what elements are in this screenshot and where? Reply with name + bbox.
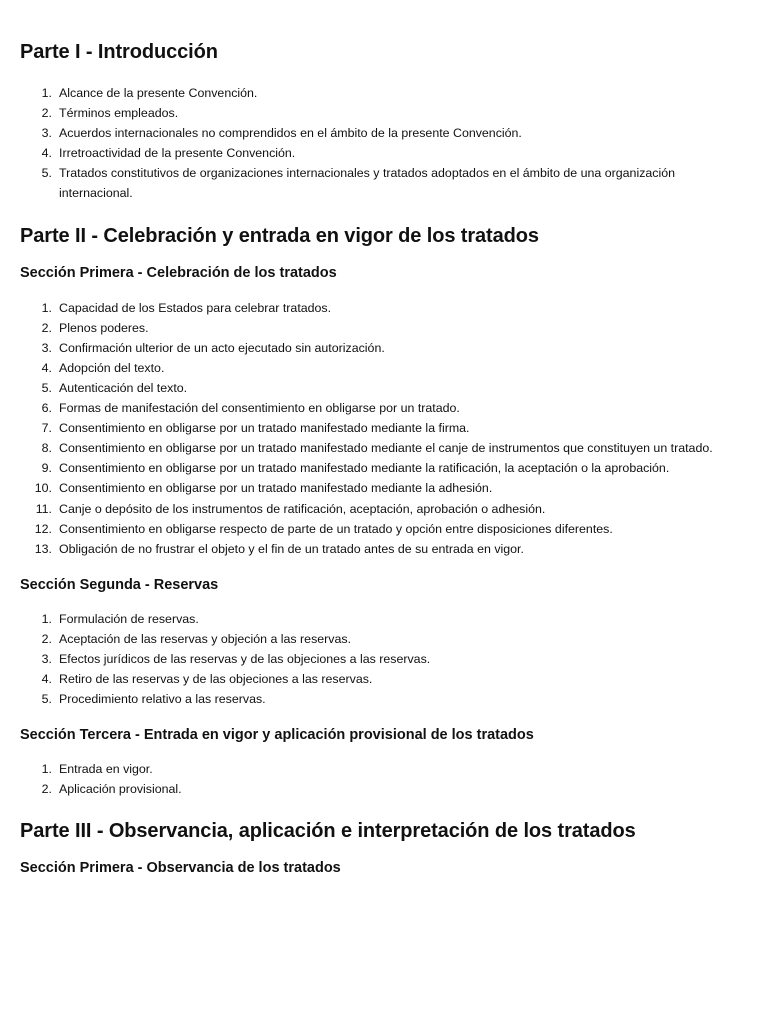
list-item [20, 398, 748, 418]
list-item [20, 539, 748, 559]
list-item-number: 1. [41, 300, 52, 315]
list-item [20, 298, 748, 318]
list-item-number: 3. [41, 340, 52, 355]
list-item-text: Formas de manifestación del consentimiento en obligarse por un tratado. [59, 401, 460, 416]
list-item-text: Procedimiento relativo a las reservas. [59, 692, 266, 707]
list-item-number: 1. [41, 86, 52, 100]
list-item-number: 2. [41, 320, 52, 335]
list-item [20, 143, 748, 163]
list-item-number: 3. [41, 126, 52, 141]
list-item-text: Consentimiento en obligarse por un tratado manifestado mediante la firma. [59, 421, 470, 436]
list-item [20, 478, 748, 498]
list-item-number: 4. [41, 672, 52, 687]
list-item [20, 378, 748, 398]
list-item [20, 83, 748, 103]
list-item-number: 9. [41, 461, 52, 476]
list-item [20, 358, 748, 378]
article-list [20, 298, 748, 559]
list-item-text: Plenos poderes. [59, 320, 149, 335]
list-item [20, 123, 748, 143]
list-item [20, 163, 748, 203]
part-title: Parte I - Introducción [20, 41, 218, 63]
list-item-text: Irretroactividad de la presente Convención. [59, 146, 296, 161]
section-title: Sección Primera - Observancia de los tratados [20, 860, 341, 877]
list-item-text: Consentimiento en obligarse por un tratado manifestado mediante la adhesión. [59, 481, 493, 496]
list-item [20, 519, 748, 539]
list-item-number: 3. [41, 651, 52, 666]
list-item-text: Obligación de no frustrar el objeto y el fin de un tratado antes de su entrada en vigor. [59, 541, 524, 556]
list-item [20, 338, 748, 358]
list-item-text: Adopción del texto. [59, 360, 165, 375]
list-item-number: 5. [41, 166, 52, 181]
list-item-text: Entrada en vigor. [59, 762, 153, 777]
list-item-text: Consentimiento en obligarse respecto de parte de un tratado y opción entre disposiciones diferentes. [59, 521, 613, 536]
section-title: Sección Segunda - Reservas [20, 576, 219, 593]
article-list [20, 609, 748, 709]
list-item [20, 418, 748, 438]
list-item [20, 318, 748, 338]
list-item-number: 12. [34, 521, 52, 536]
section-title: Sección Tercera - Entrada en vigor y aplicación provisional de los tratados [20, 727, 534, 744]
article-list [20, 759, 748, 799]
list-item-text: Autenticación del texto. [59, 380, 188, 395]
list-item-number: 1. [41, 762, 52, 777]
list-item-number: 4. [41, 360, 52, 375]
list-item [20, 689, 748, 709]
list-item-number: 5. [41, 692, 52, 707]
list-item-number: 7. [41, 421, 52, 436]
list-item-text: Retiro de las reservas y de las objeciones a las reservas. [59, 672, 373, 687]
list-item-text: Consentimiento en obligarse por un tratado manifestado mediante la ratificación, la aceptación o la aprobación. [59, 461, 670, 476]
list-item-text: Aceptación de las reservas y objeción a las reservas. [59, 631, 352, 646]
list-item [20, 759, 748, 779]
part-title: Parte II - Celebración y entrada en vigor de los tratados [20, 224, 539, 247]
part-title: Parte III - Observancia, aplicación e interpretación de los tratados [20, 820, 636, 843]
list-item [20, 649, 748, 669]
list-item-number: 10. [34, 481, 52, 496]
list-item [20, 499, 748, 519]
list-item-text: Consentimiento en obligarse por un tratado manifestado mediante el canje de instrumentos que constituyen un tratado. [59, 441, 713, 456]
list-item-number: 5. [41, 380, 52, 395]
list-item [20, 779, 748, 799]
list-item [20, 629, 748, 649]
list-item-number: 8. [41, 441, 52, 456]
list-item-text: Aplicación provisional. [59, 782, 182, 797]
list-item-text: Confirmación ulterior de un acto ejecutado sin autorización. [59, 340, 385, 355]
list-item-number: 2. [41, 782, 52, 797]
list-item-text: Formulación de reservas. [59, 611, 199, 626]
list-item-number: 6. [41, 401, 52, 416]
list-item-number: 1. [41, 611, 52, 626]
list-item-number: 11. [35, 501, 52, 516]
list-item-text: Tratados constitutivos de organizaciones internacionales y tratados adoptados en el ámbito de una organización internacional. [59, 166, 676, 201]
list-item [20, 669, 748, 689]
section-title: Sección Primera - Celebración de los tratados [20, 264, 337, 281]
list-item-number: 2. [41, 106, 52, 121]
list-item [20, 458, 748, 478]
list-item-number: 2. [41, 631, 52, 646]
list-item [20, 609, 748, 629]
list-item [20, 438, 748, 458]
list-item [20, 103, 748, 123]
list-item-text: Términos empleados. [59, 106, 179, 121]
article-list [20, 83, 748, 204]
list-item-text: Efectos jurídicos de las reservas y de las objeciones a las reservas. [59, 651, 431, 666]
list-item-text: Alcance de la presente Convención. [59, 86, 258, 100]
list-item-text: Canje o depósito de los instrumentos de ratificación, aceptación, aprobación o adhesión. [59, 501, 546, 516]
list-item-number: 4. [41, 146, 52, 161]
list-item-text: Acuerdos internacionales no comprendidos en el ámbito de la presente Convención. [59, 126, 522, 141]
list-item-text: Capacidad de los Estados para celebrar tratados. [59, 300, 332, 315]
list-item-number: 13. [34, 541, 52, 556]
